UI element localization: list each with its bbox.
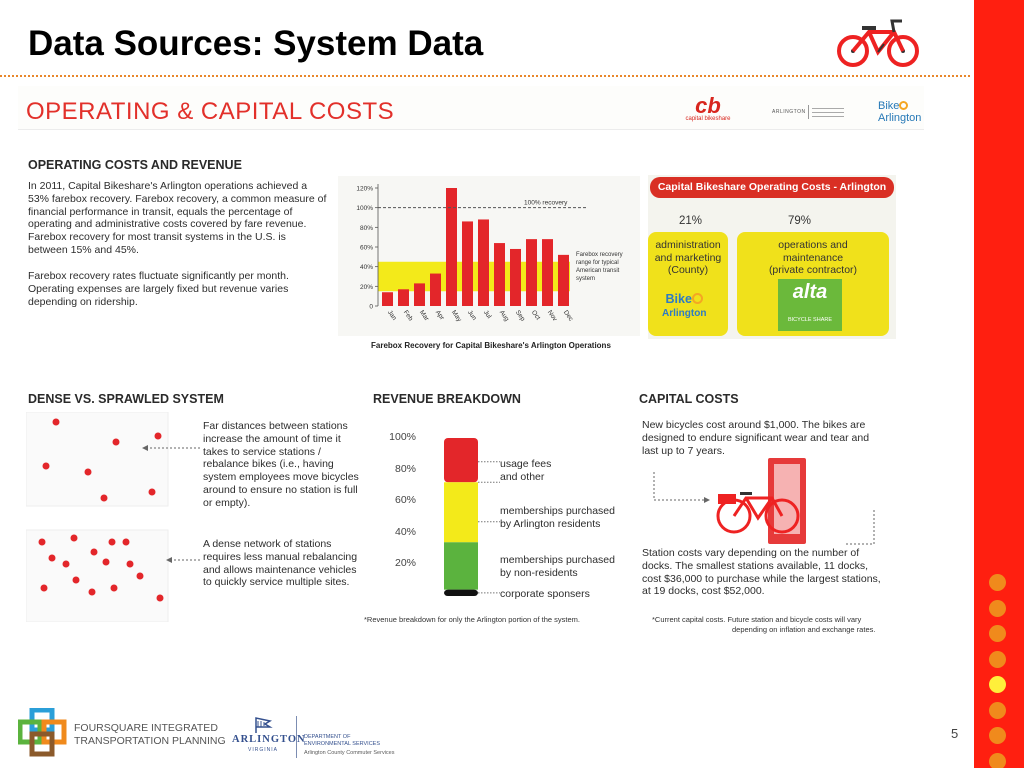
x-tick-label: Jul	[481, 309, 493, 320]
slide-title: Data Sources: System Data	[28, 24, 484, 63]
recovery-100-label: 100% recovery	[524, 199, 568, 207]
x-tick-label: Dec	[561, 309, 575, 323]
bar-dec	[558, 255, 569, 306]
bar-nov	[542, 239, 553, 306]
capital-bikeshare-logo	[682, 93, 734, 122]
station-dot	[111, 585, 118, 592]
x-tick-label: Jun	[465, 309, 478, 322]
band-label-4: system	[576, 276, 596, 282]
station-dot	[149, 489, 156, 496]
arlington-logo-small	[772, 103, 852, 121]
members-arlington-line2: by Arlington residents	[500, 517, 601, 530]
operating-heading: OPERATING COSTS AND REVENUE	[28, 158, 242, 172]
bar-oct	[526, 239, 537, 306]
station-dot	[73, 577, 80, 584]
band-label-1: Farebox recovery	[576, 252, 623, 258]
dept-line2: ENVIRONMENTAL SERVICES	[304, 741, 380, 747]
x-tick-label: Apr	[433, 309, 446, 322]
dept-name	[304, 734, 380, 748]
slide-nav-dots	[989, 574, 1009, 768]
bar-aug	[494, 243, 505, 306]
x-tick-label: Feb	[401, 309, 415, 323]
sprawl-map	[26, 412, 168, 506]
arlington-des-logo	[232, 716, 402, 760]
revenue-tick-label: 40%	[394, 525, 416, 538]
members-arlington-label	[500, 505, 615, 530]
usage-fees-segment	[444, 438, 478, 482]
y-tick-label: 40%	[359, 264, 373, 272]
gear-icon	[899, 101, 908, 110]
corporate-segment	[444, 590, 478, 596]
chart-caption: Farebox Recovery for Capital Bikeshare's Arlington Operations	[371, 341, 611, 350]
nav-dot[interactable]	[989, 702, 1006, 719]
admin-box	[648, 232, 728, 336]
x-tick-label: Sep	[513, 309, 527, 323]
station-dot	[49, 555, 56, 562]
bike-arlington-box-logo	[662, 293, 706, 320]
dense-text: A dense network of stations requires less manual rebalancing and allows maintenance vehicles to quickly service multiple sites.	[203, 538, 358, 589]
y-tick-label: 100%	[356, 205, 373, 213]
x-tick-label: May	[449, 309, 463, 324]
capital-paragraph-1: New bicycles cost around $1,000. The bikes are designed to endure significant wear and tear and last up to 7 years.	[642, 419, 870, 457]
usage-fees-label	[500, 458, 551, 483]
usage-fees-line1: usage fees	[500, 458, 552, 470]
x-tick-label: Mar	[417, 309, 431, 323]
alta-subtitle: BICYCLE SHARE	[787, 317, 832, 323]
fitp-line2: TRANSPORTATION PLANNING	[74, 734, 226, 747]
bar-jun	[462, 221, 473, 306]
alta-wordmark: alta	[792, 281, 828, 303]
members-nonres-line2: by non-residents	[500, 566, 578, 579]
nav-dot[interactable]	[989, 753, 1006, 768]
station-dot	[43, 463, 50, 470]
arlington-wordmark: ARLINGTON	[772, 109, 806, 115]
members-nonres-line1: memberships purchased	[500, 554, 615, 566]
corporate-label: corporate sponsers	[500, 588, 590, 600]
bar-jan	[382, 292, 393, 306]
revenue-tick-label: 80%	[394, 462, 416, 475]
dense-heading: DENSE VS. SPRAWLED SYSTEM	[28, 392, 224, 406]
operating-costs-title: Capital Bikeshare Operating Costs - Arlington	[650, 177, 894, 198]
admin-label-3: (County)	[667, 264, 709, 276]
arlington-wordmark-footer: ARLINGTON	[232, 734, 306, 745]
revenue-heading: REVENUE BREAKDOWN	[373, 392, 521, 406]
x-tick-label: Jan	[385, 309, 398, 322]
fitp-logo	[18, 708, 68, 758]
members-arlington-line1: memberships purchased	[500, 505, 615, 517]
y-tick-label: 60%	[359, 244, 373, 252]
fitp-line1: FOURSQUARE INTEGRATED	[74, 722, 218, 734]
arlington-virginia: VIRGINIA	[248, 747, 278, 753]
bike-arlington-line1: Bike	[878, 100, 900, 112]
ops-label-2: maintenance	[782, 251, 844, 264]
dense-map	[26, 530, 168, 622]
members-nonres-segment	[444, 542, 478, 589]
capital-footnote-2: depending on inflation and exchange rates.	[732, 625, 876, 634]
y-tick-label: 120%	[356, 185, 373, 193]
station-dot	[103, 559, 110, 566]
bike-arlington-logo	[878, 100, 921, 124]
station-dot	[89, 589, 96, 596]
alta-logo	[778, 279, 842, 331]
cabi-wordmark: capital bikeshare	[685, 116, 731, 122]
y-tick-label: 80%	[359, 224, 373, 232]
x-tick-label: Nov	[545, 309, 559, 323]
ops-label-3: (private contractor)	[768, 264, 858, 276]
fitp-text	[74, 722, 226, 747]
band-label-3: American transit	[576, 268, 620, 274]
station-dot	[123, 539, 130, 546]
operating-paragraph-2: Farebox recovery rates fluctuate significantly per month. Operating expenses are largely fixed but revenue varies depending on ridership.	[28, 270, 289, 308]
title-divider	[0, 75, 970, 77]
station-dot	[127, 561, 134, 568]
x-tick-label: Oct	[529, 309, 542, 322]
bike-arlington-line2: Arlington	[878, 112, 922, 124]
station-dot	[85, 469, 92, 476]
capital-paragraph-2: Station costs vary depending on the number of docks. The smallest stations available, 11 docks, cost $36,000 to purchase while the largest stations, at 19 docks, cost $52,000.	[642, 547, 881, 598]
sprawl-text: Far distances between stations increase the amount of time it takes to service stations / rebalance bikes (i.e., having system employees move bicycles around to ensure no station is full or empty).	[203, 420, 359, 509]
station-dot	[91, 549, 98, 556]
bar-mar	[414, 283, 425, 306]
bar-apr	[430, 274, 441, 306]
bar-feb	[398, 289, 409, 306]
infographic-header	[18, 86, 924, 130]
admin-label-1: administration	[655, 239, 721, 251]
station-dot	[101, 495, 108, 502]
bar-jul	[478, 219, 489, 306]
members-nonres-label	[500, 554, 615, 579]
nav-dot[interactable]	[989, 676, 1006, 693]
infographic	[18, 86, 924, 646]
station-maps	[26, 412, 210, 622]
dept-line1: DEPARTMENT OF	[304, 734, 351, 740]
nav-dot[interactable]	[989, 574, 1006, 591]
revenue-footnote: *Revenue breakdown for only the Arlington portion of the system.	[364, 615, 580, 624]
page-number: 5	[951, 726, 959, 741]
usage-fees-line2: and other	[500, 470, 545, 483]
station-dot	[39, 539, 46, 546]
station-dot	[71, 535, 78, 542]
bike-arlington-box-line1: Bike	[665, 292, 692, 306]
farebox-chart	[338, 176, 640, 336]
operating-paragraph-1: In 2011, Capital Bikeshare's Arlington operations achieved a 53% farebox recovery. Farebox recovery, a common measure of financial performance in transit, equals the percentage of operating and administrative costs covered by fare revenue. Farebox recovery for most transit systems in the U.S. is between 15% and 45%.	[28, 180, 327, 256]
revenue-tick-label: 60%	[394, 494, 416, 507]
bar-may	[446, 188, 457, 306]
admin-percent: 21%	[679, 215, 703, 227]
recovery-range-band	[378, 262, 570, 292]
nav-dot[interactable]	[989, 625, 1006, 642]
nav-dot[interactable]	[989, 651, 1006, 668]
infographic-title: OPERATING & CAPITAL COSTS	[26, 98, 395, 125]
bike-arlington-box-line2: Arlington	[662, 308, 707, 319]
station-dot	[53, 419, 60, 426]
x-tick-label: Aug	[497, 309, 511, 323]
arlington-flag-icon	[254, 717, 274, 733]
cabi-mark: cb	[695, 93, 721, 118]
y-tick-label: 20%	[359, 283, 373, 291]
ops-percent: 79%	[788, 215, 812, 227]
y-tick-label: 0	[369, 303, 373, 311]
station-dot	[41, 585, 48, 592]
station-dot	[63, 561, 70, 568]
capital-heading: CAPITAL COSTS	[639, 392, 739, 406]
admin-label-2: and marketing	[654, 251, 722, 264]
nav-dot[interactable]	[989, 727, 1006, 744]
station-dot	[113, 439, 120, 446]
revenue-tick-label: 20%	[394, 557, 416, 570]
station-dot	[155, 433, 162, 440]
capital-footnote-1: *Current capital costs. Future station and bicycle costs will vary	[652, 615, 862, 624]
nav-dot[interactable]	[989, 600, 1006, 617]
station-dot	[137, 573, 144, 580]
commuter-services: Arlington County Commuter Services	[304, 750, 395, 756]
members-arlington-segment	[444, 482, 478, 542]
revenue-tick-label: 100%	[389, 431, 416, 443]
bike-icon	[836, 14, 920, 70]
band-label-2: range for typical	[576, 260, 619, 266]
station-dot	[109, 539, 116, 546]
gear-icon	[692, 293, 703, 304]
bar-sep	[510, 249, 521, 306]
ops-label-1: operations and	[778, 239, 848, 251]
station-dot	[157, 595, 164, 602]
bike-station-illustration	[648, 456, 878, 548]
